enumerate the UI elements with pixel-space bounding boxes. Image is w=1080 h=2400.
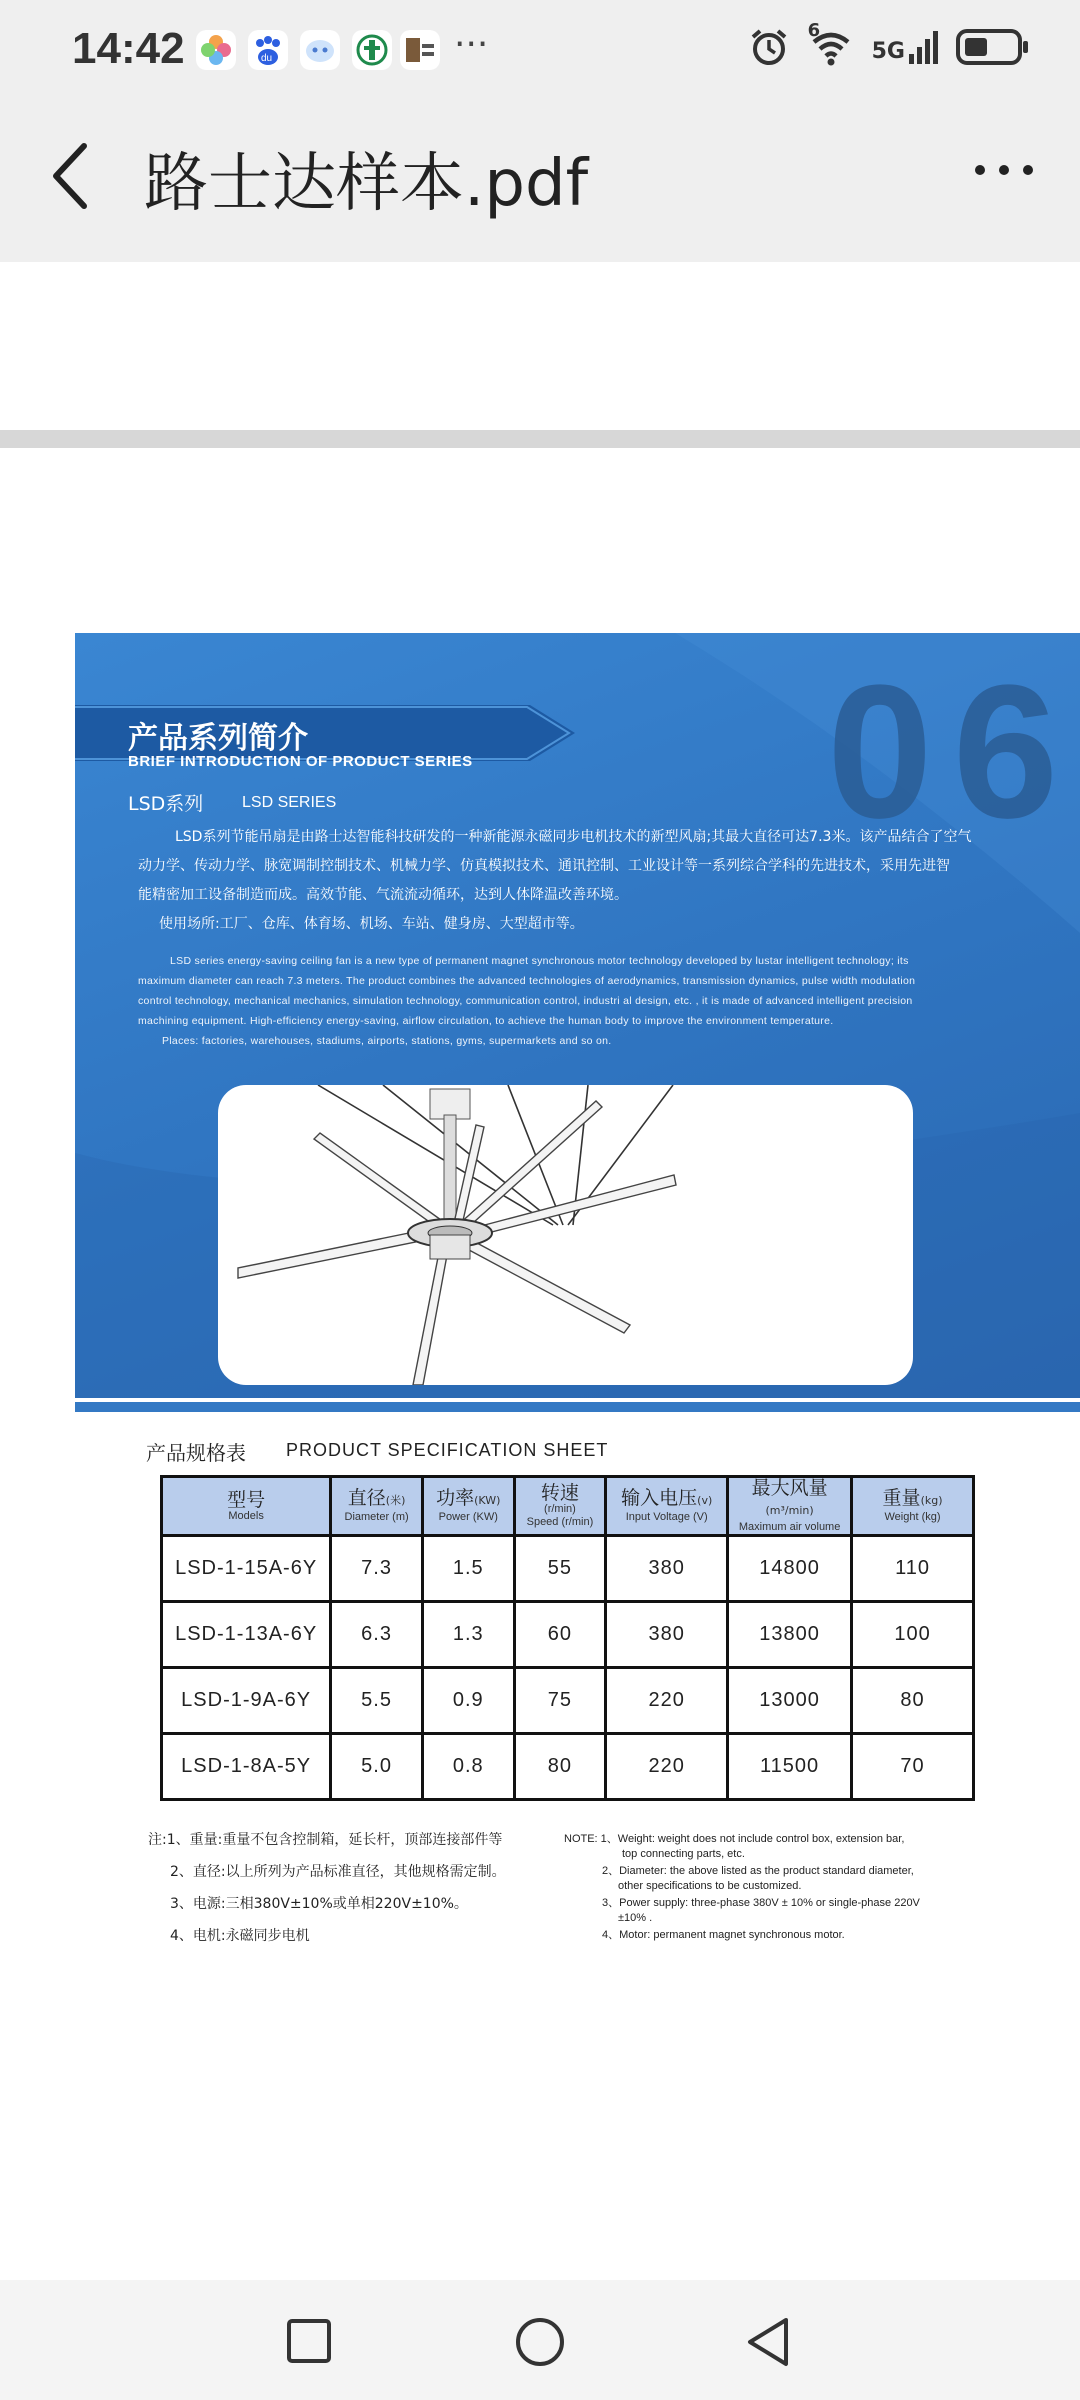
table-row: [162, 1668, 974, 1734]
column-subtitle: Power (KW): [438, 1511, 498, 1523]
document-title: 路士达样本.pdf: [144, 147, 589, 221]
note-en: 4、Motor: permanent magnet synchronous motor.: [602, 1929, 845, 1941]
baidu-icon: [248, 30, 288, 70]
table-cell: 11500: [728, 1734, 852, 1800]
signal-icon: [908, 30, 938, 64]
note-en: ±10% .: [618, 1912, 653, 1924]
fan-image: [218, 1085, 913, 1385]
table-cell: 1.3: [422, 1602, 514, 1668]
table-cell: 7.3: [331, 1536, 423, 1602]
table-cell-model: LSD-1-13A-6Y: [162, 1602, 331, 1668]
table-cell: 13800: [728, 1602, 852, 1668]
signal-status: [872, 30, 938, 64]
description-en-line: control technology, mechanical mechanics, simulation technology, communication control, industri al design, etc. , it is made of advanced intelligent precision: [138, 995, 913, 1007]
description-en-line: maximum diameter can reach 7.3 meters. The product combines the advanced technologies of aerodynamics, transmission dynamics, pulse width modulation: [138, 975, 916, 987]
status-time: 14:42: [72, 24, 185, 73]
alarm-icon: [748, 26, 790, 68]
table-cell: 5.0: [331, 1734, 423, 1800]
table-cell-model: LSD-1-15A-6Y: [162, 1536, 331, 1602]
column-title: 转速: [540, 1482, 579, 1504]
navigation-bar: [0, 2280, 1080, 2400]
column-title: 直径: [347, 1487, 386, 1509]
table-cell-model: LSD-1-9A-6Y: [162, 1668, 331, 1734]
battery-icon: [956, 28, 1030, 66]
page-number-watermark: 06: [827, 646, 1079, 858]
table-cell: 100: [852, 1602, 974, 1668]
table-cell: 80: [514, 1734, 606, 1800]
table-cell: 55: [514, 1536, 606, 1602]
column-header: [331, 1477, 423, 1536]
column-title: 输入电压: [621, 1487, 698, 1509]
more-options-button[interactable]: [964, 150, 1044, 190]
description-cn-line: LSD系列节能吊扇是由路士达智能科技研发的一种新能源永磁同步电机技术的新型风扇;其最大直径可达7.3米。该产品结合了空气: [175, 829, 972, 845]
description-en-line: machining equipment. High-efficiency energy-saving, airflow circulation, to achieve the human body to improve the environment temperature.: [138, 1015, 834, 1027]
column-unit: (KW): [474, 1494, 501, 1507]
table-cell: 6.3: [331, 1602, 423, 1668]
column-header: [606, 1477, 728, 1536]
status-overflow: ···: [454, 24, 489, 65]
description-cn-line: 动力学、传动力学、脉宽调制控制技术、机械力学、仿真模拟技术、通讯控制、工业设计等一系列综合学科的先进技术，采用先进智: [138, 858, 950, 874]
series-label-en: LSD SERIES: [242, 794, 337, 811]
column-header: [514, 1477, 606, 1536]
status-right: [748, 20, 1030, 68]
note-en: 3、Power supply: three-phase 380V ± 10% or single-phase 220V: [602, 1897, 920, 1909]
column-header: [852, 1477, 974, 1536]
recents-button[interactable]: [286, 2318, 332, 2364]
column-subtitle: Diameter (m): [344, 1511, 409, 1523]
product-banner: [75, 633, 1080, 1398]
column-unit: (r/min): [544, 1503, 576, 1515]
table-cell: 75: [514, 1668, 606, 1734]
note-en: NOTE: 1、Weight: weight does not include control box, extension bar,: [564, 1833, 905, 1845]
table-row: [162, 1536, 974, 1602]
series-label: LSD系列: [128, 793, 204, 815]
column-header: [422, 1477, 514, 1536]
column-header: [162, 1477, 331, 1536]
table-row: [162, 1734, 974, 1800]
table-cell: 220: [606, 1734, 728, 1800]
table-cell: 5.5: [331, 1668, 423, 1734]
table-cell-model: LSD-1-8A-5Y: [162, 1734, 331, 1800]
note-en: 2、Diameter: the above listed as the product standard diameter,: [602, 1865, 914, 1877]
table-header-row: [162, 1477, 974, 1536]
column-unit: (m³/min): [765, 1504, 814, 1517]
column-subtitle: Models: [228, 1509, 264, 1522]
table-cell: 14800: [728, 1536, 852, 1602]
note-cn: 3、电源:三相380V±10%或单相220V±10%。: [170, 1896, 468, 1912]
column-title: 最大风量: [751, 1477, 828, 1499]
column-unit: (v): [697, 1494, 713, 1507]
wifi-badge: 6: [807, 20, 821, 41]
ceiling-fan-illustration: [218, 1085, 913, 1385]
bank-icon: [352, 30, 392, 70]
column-unit: (米): [385, 1494, 406, 1507]
column-subtitle: Weight (kg): [884, 1511, 941, 1523]
table-cell: 13000: [728, 1668, 852, 1734]
description-cn-line: 能精密加工设备制造而成。高效节能、气流流动循环，达到人体降温改善环境。: [138, 887, 628, 903]
places-cn: 使用场所:工厂、仓库、体育场、机场、车站、健身房、大型超市等。: [159, 916, 584, 932]
table-cell: 0.8: [422, 1734, 514, 1800]
page-separator: [0, 430, 1080, 448]
table-cell: 220: [606, 1668, 728, 1734]
table-row: [162, 1602, 974, 1668]
table-cell: 70: [852, 1734, 974, 1800]
home-button[interactable]: [514, 2316, 566, 2368]
photos-icon: [196, 30, 236, 70]
banner-underline: [75, 1402, 1080, 1412]
column-subtitle: Speed (r/min): [526, 1516, 594, 1528]
description-en-line: LSD series energy-saving ceiling fan is a new type of permanent magnet synchronous motor technology developed by lustar intelligent technology; its: [170, 955, 909, 967]
column-title: 功率: [436, 1487, 475, 1509]
network-type: 5G: [871, 39, 905, 64]
nav-back-button[interactable]: [744, 2316, 792, 2368]
column-subtitle: Input Voltage (V): [625, 1511, 708, 1523]
places-en: Places: factories, warehouses, stadiums, airports, stations, gyms, supermarkets and so on.: [162, 1035, 612, 1047]
section-subtitle: BRIEF INTRODUCTION OF PRODUCT SERIES: [128, 753, 473, 770]
svg-text:du: du: [261, 53, 273, 64]
column-header: [728, 1477, 852, 1536]
table-cell: 80: [852, 1668, 974, 1734]
column-title: 型号: [227, 1488, 266, 1511]
assistant-icon: [300, 30, 340, 70]
note-cn: 2、直径:以上所列为产品标准直径，其他规格需定制。: [170, 1864, 506, 1880]
column-subtitle: Maximum air volume: [738, 1521, 841, 1533]
table-cell: 60: [514, 1602, 606, 1668]
note-cn: 4、电机:永磁同步电机: [170, 1928, 310, 1944]
spec-heading: 产品规格表: [146, 1441, 246, 1465]
note-cn: 注:1、重量:重量不包含控制箱，延长杆，顶部连接部件等: [148, 1832, 503, 1848]
spec-table: [160, 1475, 975, 1801]
table-cell: 110: [852, 1536, 974, 1602]
wifi-status: [807, 20, 854, 68]
note-en: top connecting parts, etc.: [622, 1848, 745, 1860]
table-cell: 380: [606, 1536, 728, 1602]
note-en: other specifications to be customized.: [618, 1880, 802, 1892]
news-icon: [400, 30, 440, 70]
table-cell: 380: [606, 1602, 728, 1668]
section-title: 产品系列简介: [128, 721, 308, 756]
column-title: 重量: [882, 1487, 921, 1509]
column-unit: (kg): [920, 1494, 943, 1507]
table-cell: 0.9: [422, 1668, 514, 1734]
table-cell: 1.5: [422, 1536, 514, 1602]
back-button[interactable]: [44, 136, 104, 216]
spec-heading-en: PRODUCT SPECIFICATION SHEET: [286, 1440, 609, 1460]
